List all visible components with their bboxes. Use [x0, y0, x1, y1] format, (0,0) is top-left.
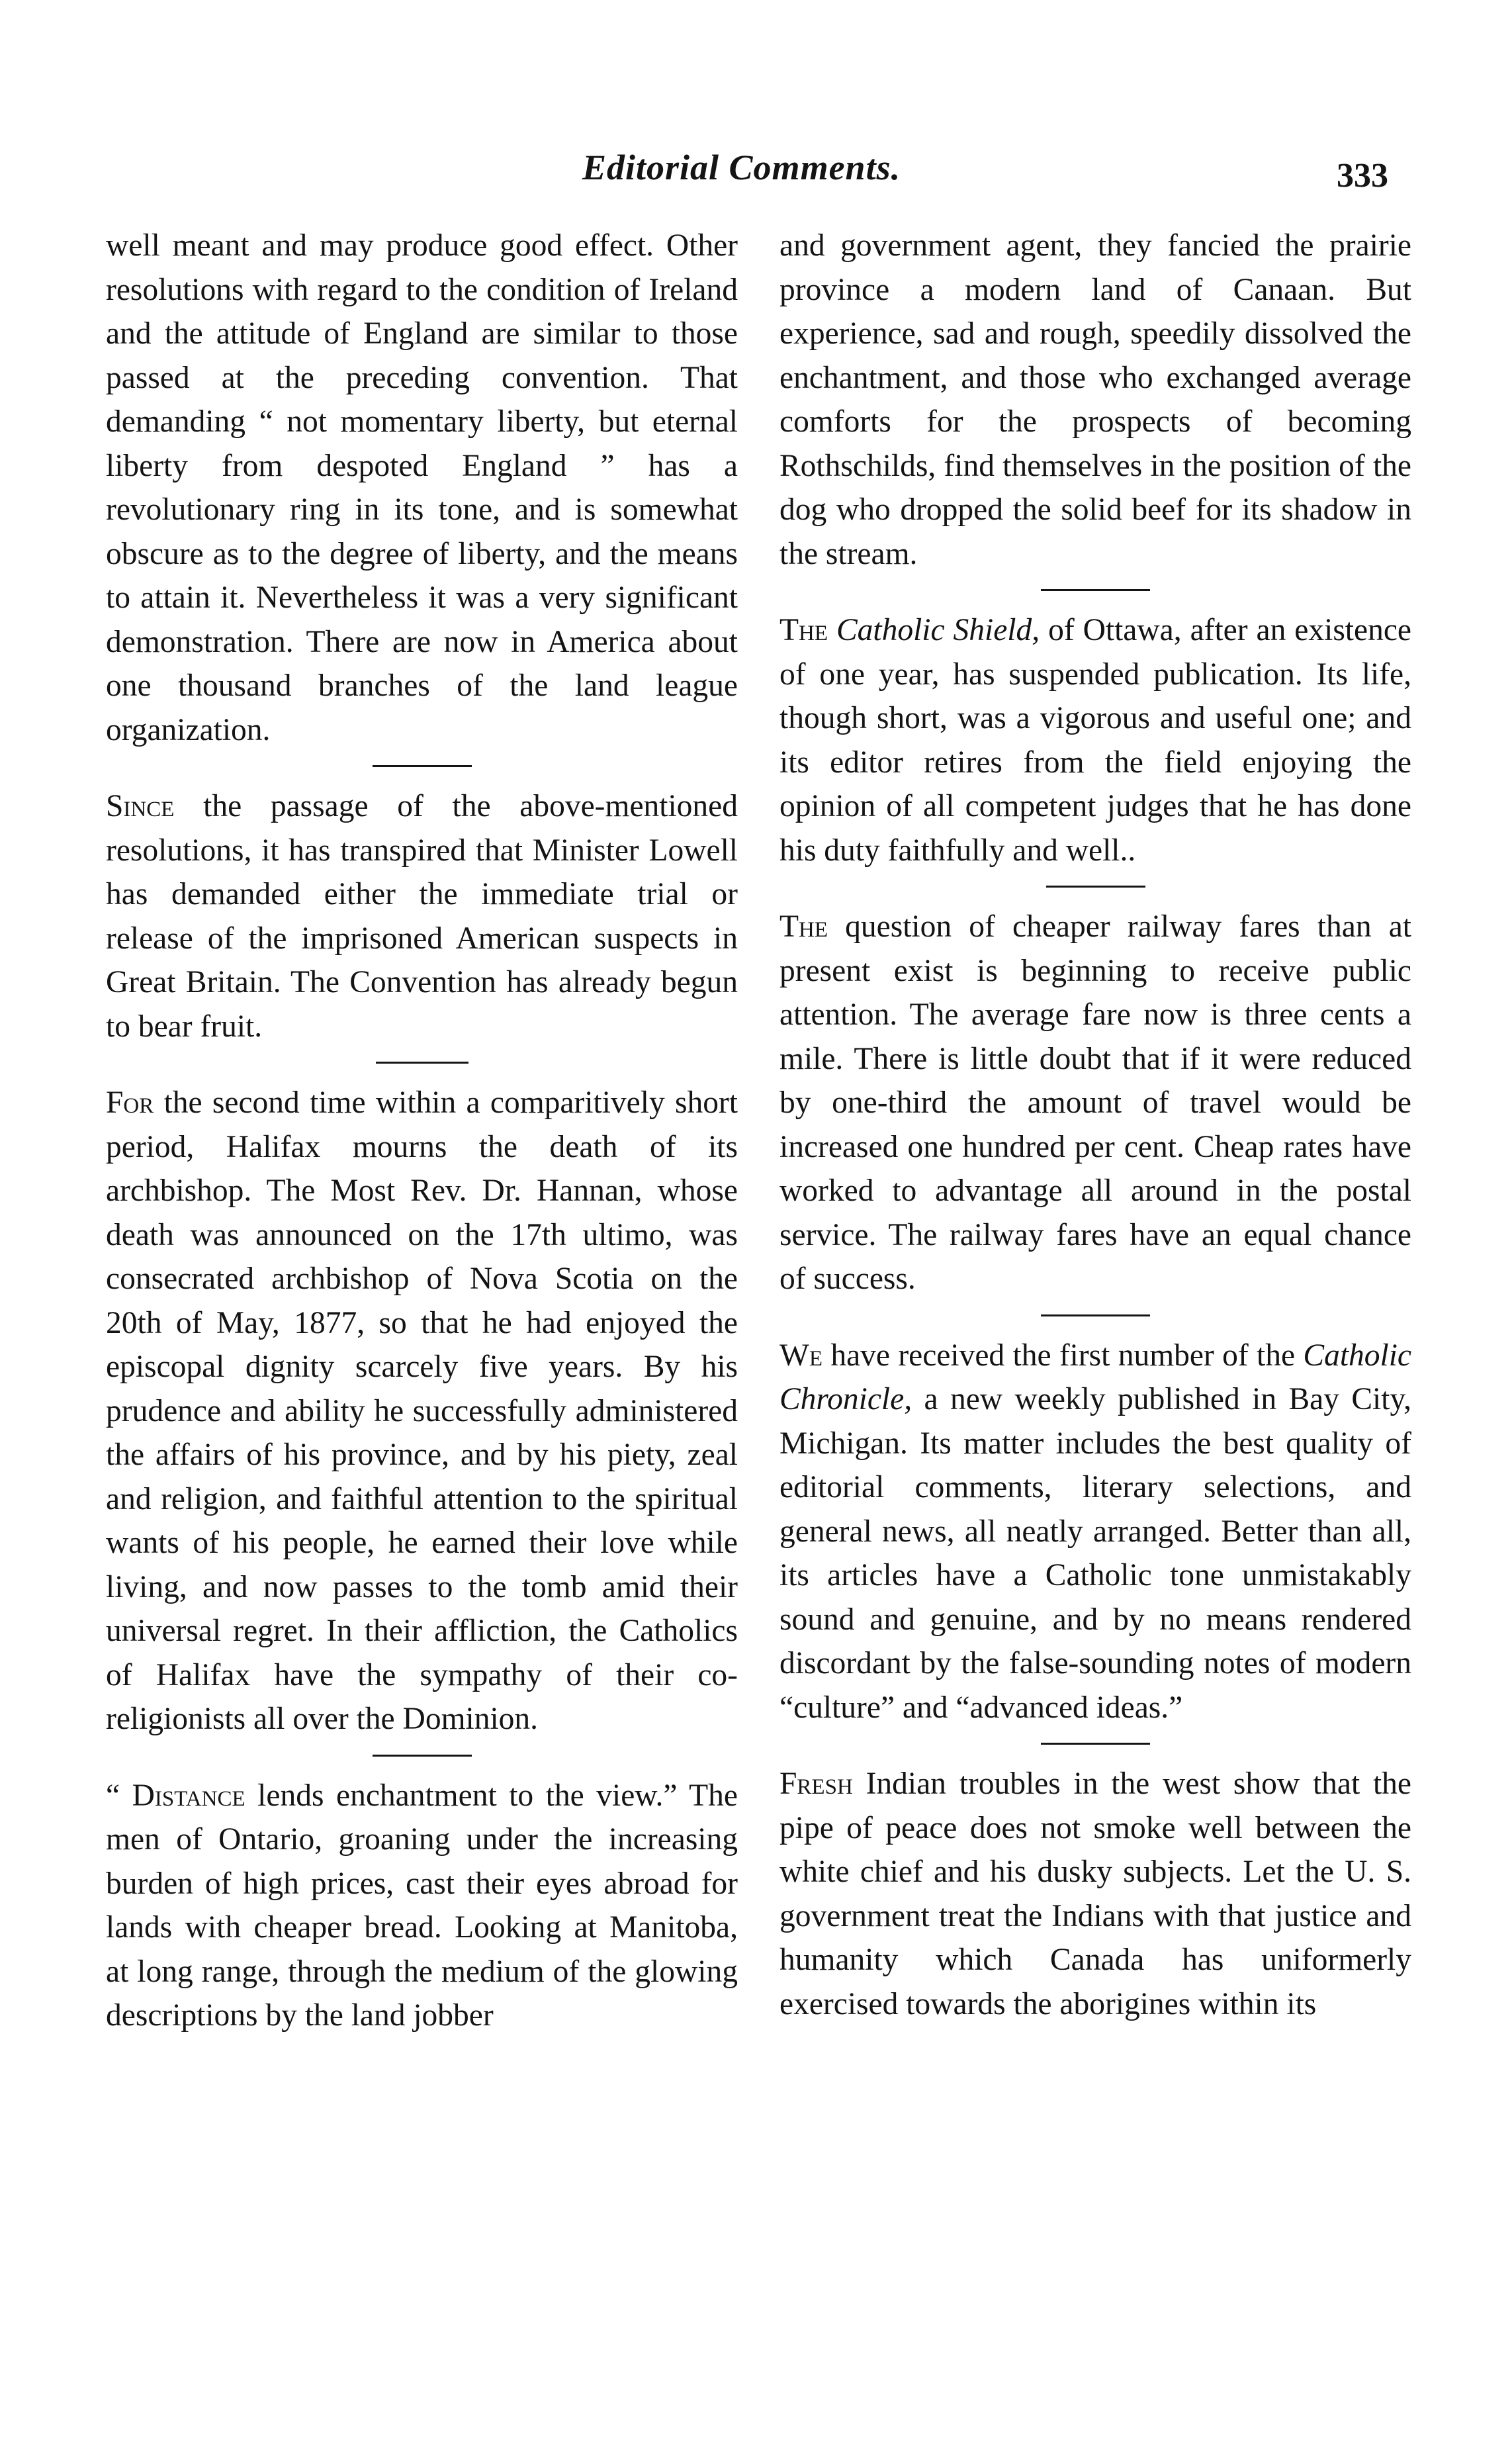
section-divider: [373, 1755, 472, 1757]
section-divider: [373, 765, 472, 767]
paragraph-resolutions: well meant and may produce good effect. Other resolutions with regard to the condition of Ireland and the attitude of England are similar to those passed at the preceding convention. That demanding “ not momentary liberty, but eternal liberty from despoted England ” has a revolutionary ring in its tone, and is somewhat obscure as to the degree of liberty, and the means to attain it. Nevertheless it was a very significant demonstration. There are now in America about one thousand branches of the land league organization.: [106, 228, 738, 747]
paragraph-manitoba-continued: and government agent, they fancied the prairie province a modern land of Canaan. But experience, sad and rough, speedily dissolved the enchantment, and those who exchanged average comforts for the prospects of becoming Rothschilds, find themselves in the position of the dog who dropped the solid beef for its shadow in the stream.: [779, 228, 1411, 571]
section-divider: [1041, 1743, 1150, 1745]
page-number: 333: [1337, 157, 1388, 195]
left-column: [106, 224, 738, 2038]
paragraph-halifax-archbishop: For the second time within a comparitively short period, Halifax mourns the death of its archbishop. The Most Rev. Dr. Hannan, whose death was announced on the 17th ultimo, was consecrated archbishop of Nova Scotia on the 20th of May, 1877, so that he had enjoyed the episcopal dignity scarcely five years. By his prudence and ability he successfully administered the affairs of his province, and by his piety, zeal and religion, and faithful attention to the spiritual wants of his people, he earned their love while living, and now passes to the tomb amid their universal regret. In their affliction, the Catholics of Halifax have the sympathy of their co-religionists all over the Dominion.: [106, 1085, 738, 1736]
section-divider: [376, 1062, 468, 1064]
paragraph-catholic-shield: The Catholic Shield, of Ottawa, after an existence of one year, has suspended publication. Its life, though short, was a vigorous and useful one; and its editor retires from the field enjoying the opinion of all competent judges that he has done his duty faithfully and well..: [779, 613, 1412, 868]
section-divider: [1046, 886, 1145, 888]
section-divider: [1041, 589, 1150, 591]
running-head: Editorial Comments.: [582, 148, 901, 187]
section-divider: [1041, 1314, 1150, 1316]
paragraph-indian-troubles: Fresh Indian troubles in the west show that the pipe of peace does not smoke well between the white chief and his dusky subjects. Let the U. S. government treat the Indians with that justice and humanity which Canada has uniformerly exercised towards the aborigines within its: [779, 1767, 1411, 2021]
page-header: [0, 147, 1512, 207]
paragraph-minister-lowell: Since the passage of the above-mentioned resolutions, it has transpired that Minister Lowell has demanded either the immediate trial or release of the imprisoned American suspects in Great Britain. The Convention has already begun to bear fruit.: [106, 789, 738, 1044]
paragraph-railway-fares: The question of cheaper railway fares than at present exist is beginning to receive public attention. The average fare now is three cents a mile. There is little doubt that if it were reduced by one-third the amount of travel would be increased one hundred per cent. Cheap rates have worked to advantage all around in the postal service. The railway fares have an equal chance of success.: [779, 909, 1411, 1296]
paragraph-distance-enchantment: “ Distance lends enchantment to the view.” The men of Ontario, groaning under the increasing burden of high prices, cast their eyes abroad for lands with cheaper bread. Looking at Manitoba, at long range, through the medium of the glowing descriptions by the land jobber: [106, 1778, 738, 2033]
paragraph-catholic-chronicle: We have received the first number of the Catholic Chronicle, a new weekly published in Bay City, Michigan. Its matter includes the best quality of editorial comments, literary selections, and general news, all neatly arranged. Better than all, its articles have a Catholic tone unmistakably sound and genuine, and by no means rendered discordant by the false-sounding notes of modern “culture” and “advanced ideas.”: [779, 1338, 1411, 1725]
right-column: [779, 224, 1411, 2026]
